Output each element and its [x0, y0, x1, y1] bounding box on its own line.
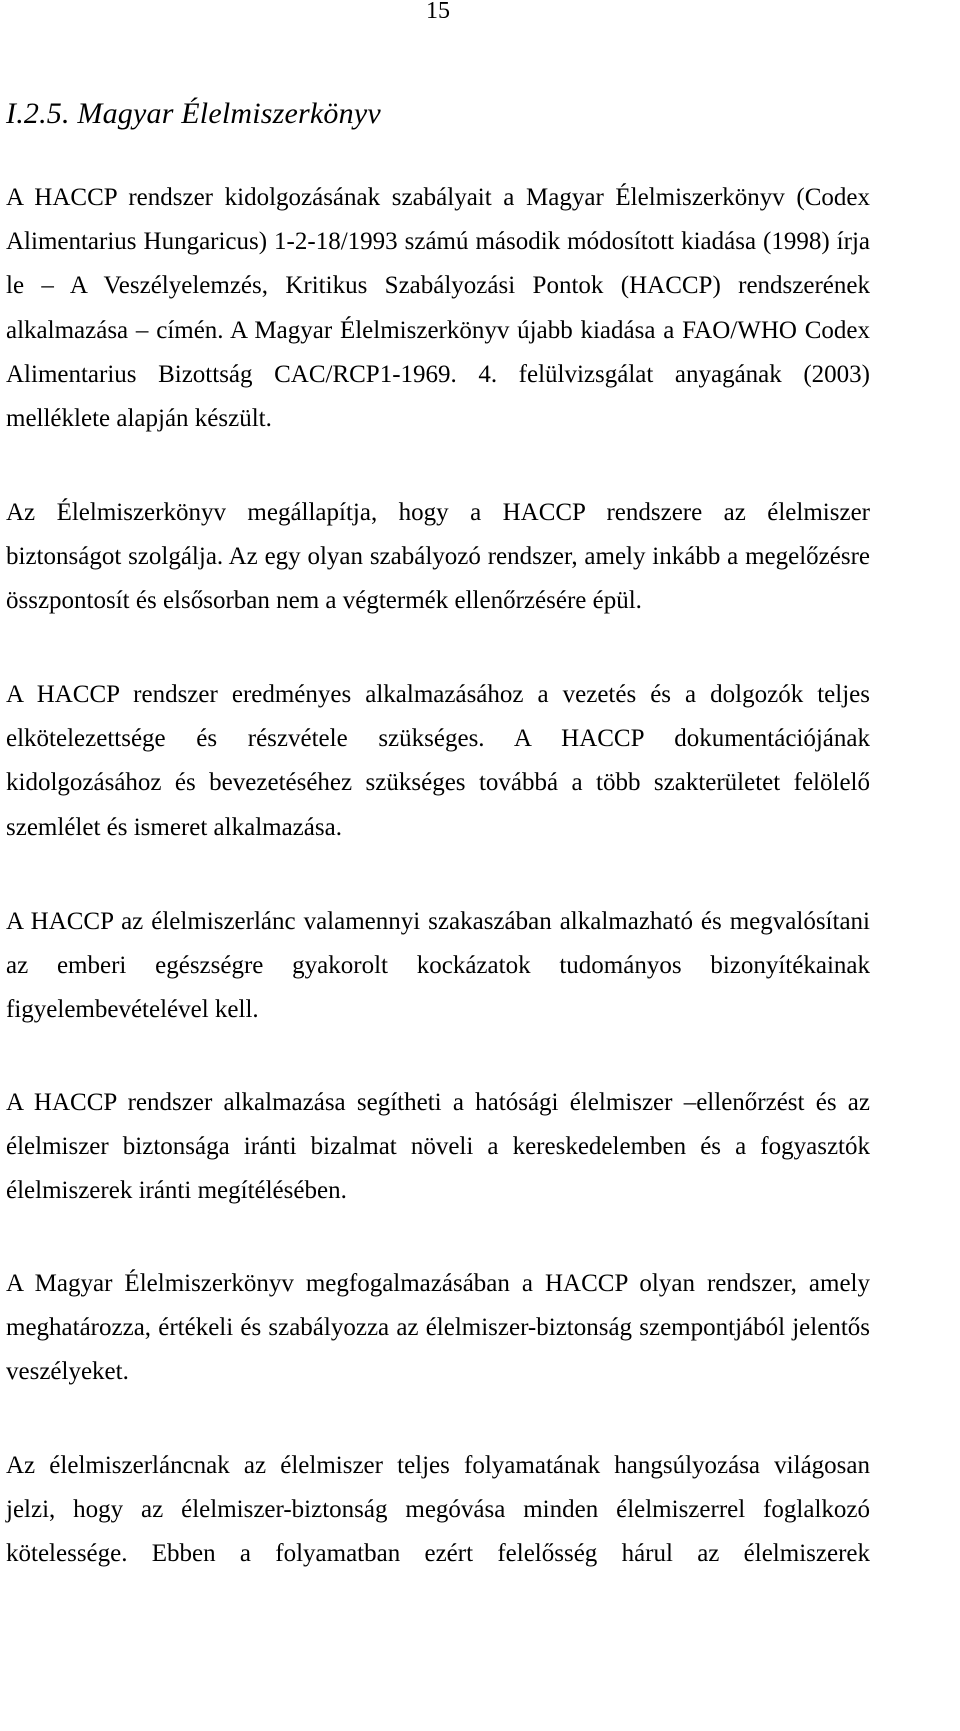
section-heading: I.2.5. Magyar Élelmiszerkönyv	[6, 97, 381, 130]
page-number: 15	[426, 0, 450, 24]
paragraph-2: Az Élelmiszerkönyv megállapítja, hogy a HACCP rendszere az élelmiszer biztonságot szolgálja. Az egy olyan szabályozó rendszer, amely inkább a megelőzésre összpontosít és elsősorban nem a végtermék ellenőrzésére épül.	[6, 499, 870, 615]
paragraph-3: A HACCP rendszer eredményes alkalmazásához a vezetés és a dolgozók teljes elkötelezettsége és részvétele szükséges. A HACCP dokumentációjának kidolgozásához és bevezetéséhez szükséges továbbá a több szakterületet felölelő szemlélet és ismeret alkalmazása.	[6, 681, 870, 841]
paragraph-1: A HACCP rendszer kidolgozásának szabályait a Magyar Élelmiszerkönyv (Codex Alimentarius Hungaricus) 1-2-18/1993 számú második módosított kiadása (1998) írja le – A Veszélyelemzés, Kritikus Szabályozási Pontok (HACCP) rendszerének alkalmazása – címén. A Magyar Élelmiszerkönyv újabb kiadása a FAO/WHO Codex Alimentarius Bizottság CAC/RCP1-1969. 4. felülvizsgálat anyagának (2003) melléklete alapján készült.	[6, 184, 870, 433]
paragraph-4: A HACCP az élelmiszerlánc valamennyi szakaszában alkalmazható és megvalósítani az emberi egészségre gyakorolt kockázatok tudományos bizonyítékainak figyelembevételével kell.	[6, 908, 870, 1024]
paragraph-6: A Magyar Élelmiszerkönyv megfogalmazásában a HACCP olyan rendszer, amely meghatározza, értékeli és szabályozza az élelmiszer-biztonság szempontjából jelentős veszélyeket.	[6, 1270, 870, 1386]
paragraph-7: Az élelmiszerláncnak az élelmiszer teljes folyamatának hangsúlyozása világosan jelzi, hogy az élelmiszer-biztonság megóvása minden élelmiszerrel foglalkozó kötelessége. Ebben a folyamatban ezért felelősség hárul az élelmiszerek	[6, 1452, 870, 1568]
paragraph-5: A HACCP rendszer alkalmazása segítheti a hatósági élelmiszer –ellenőrzést és az élelmiszer biztonsága iránti bizalmat növeli a kereskedelemben és a fogyasztók élelmiszerek iránti megítélésében.	[6, 1089, 870, 1205]
